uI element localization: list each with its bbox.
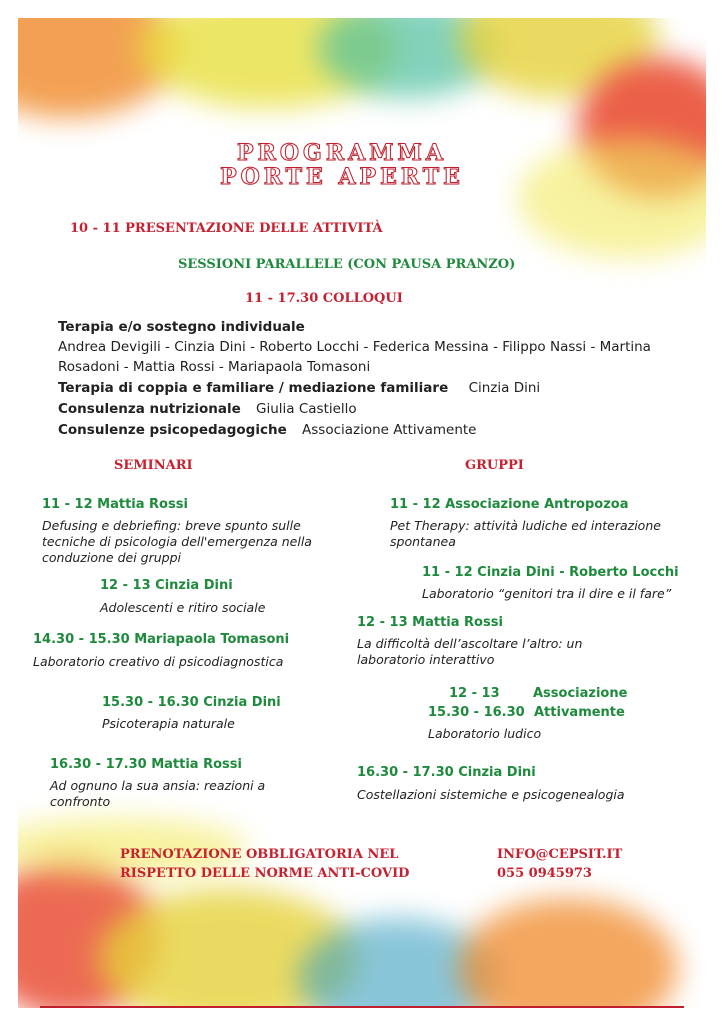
service-people: Andrea Devigili - Cinzia Dini - Roberto Locchi - Federica Messina - Filippo Nassi - Martina: [58, 339, 651, 355]
group-title: Associazione: [533, 686, 628, 701]
group-title: 16.30 - 17.30 Cinzia Dini: [357, 765, 536, 780]
poster: [18, 18, 706, 1008]
seminar-desc: Laboratorio creativo di psicodiagnostica: [33, 654, 284, 669]
group-desc: Pet Therapy: attività ludiche ed interazione spontanea: [390, 518, 661, 549]
contact-phone[interactable]: 055 0945973: [497, 866, 592, 881]
contact-info: [497, 845, 622, 883]
group-desc: Costellazioni sistemiche e psicogenealogia: [357, 787, 625, 802]
group-desc: La difficoltà dell’ascoltare l’altro: un laboratorio interattivo: [357, 636, 583, 667]
seminar-title: 12 - 13 Cinzia Dini: [100, 578, 233, 593]
gruppi-header: GRUPPI: [465, 458, 524, 473]
seminar-title: 11 - 12 Mattia Rossi: [42, 497, 188, 512]
service-people: Rosadoni - Mattia Rossi - Mariapaola Tomasoni: [58, 359, 371, 375]
service-name: Consulenze psicopedagogiche: [58, 422, 287, 438]
booking-note-line: PRENOTAZIONE OBBLIGATORIA NEL: [120, 847, 399, 862]
booking-note: [120, 845, 409, 883]
group-title: 11 - 12 Associazione Antropozoa: [390, 497, 629, 512]
title-line-1: PROGRAMMA: [237, 140, 447, 166]
seminar-desc: Ad ognuno la sua ansia: reazioni a confronto: [50, 778, 266, 809]
group-title: 11 - 12 Cinzia Dini - Roberto Locchi: [422, 565, 679, 580]
ink-decoration: [458, 898, 678, 1008]
service-name: Terapia e/o sostegno individuale: [58, 319, 305, 335]
group-time: 12 - 13: [449, 686, 500, 701]
service-name: Terapia di coppia e familiare / mediazione familiare: [58, 380, 449, 396]
seminar-desc: Defusing e debriefing: breve spunto sulle tecniche di psicologia dell'emergenza nella conduzione dei gruppi: [42, 518, 312, 565]
seminar-title: 14.30 - 15.30 Mariapaola Tomasoni: [33, 632, 290, 647]
seminar-desc: Psicoterapia naturale: [102, 716, 235, 731]
group-desc: Laboratorio ludico: [428, 726, 542, 741]
group-title: 12 - 13 Mattia Rossi: [357, 615, 503, 630]
service-people: Associazione Attivamente: [302, 422, 477, 438]
service-people: Giulia Castiello: [256, 401, 357, 417]
group-time: 15.30 - 16.30: [428, 705, 525, 720]
title-line-2: PORTE APERTE: [220, 164, 464, 190]
service-people: Cinzia Dini: [468, 380, 541, 396]
colloqui-line: 11 - 17.30 COLLOQUI: [245, 291, 403, 306]
group-title: Attivamente: [534, 705, 625, 720]
seminar-title: 16.30 - 17.30 Mattia Rossi: [50, 757, 242, 772]
presentation-line: 10 - 11 PRESENTAZIONE DELLE ATTIVITÀ: [70, 221, 383, 236]
bottom-rule: [40, 1006, 684, 1008]
seminar-desc: Adolescenti e ritiro sociale: [100, 600, 266, 615]
seminari-header: SEMINARI: [114, 458, 193, 473]
group-desc: Laboratorio “genitori tra il dire e il fare”: [422, 586, 672, 601]
seminar-title: 15.30 - 16.30 Cinzia Dini: [102, 695, 281, 710]
booking-note-line: RISPETTO DELLE NORME ANTI-COVID: [120, 866, 410, 881]
parallel-sessions-line: SESSIONI PARALLELE (CON PAUSA PRANZO): [178, 257, 516, 272]
service-name: Consulenza nutrizionale: [58, 401, 241, 417]
colloqui-details: [58, 316, 658, 440]
contact-email[interactable]: INFO@CEPSIT.IT: [497, 847, 623, 862]
